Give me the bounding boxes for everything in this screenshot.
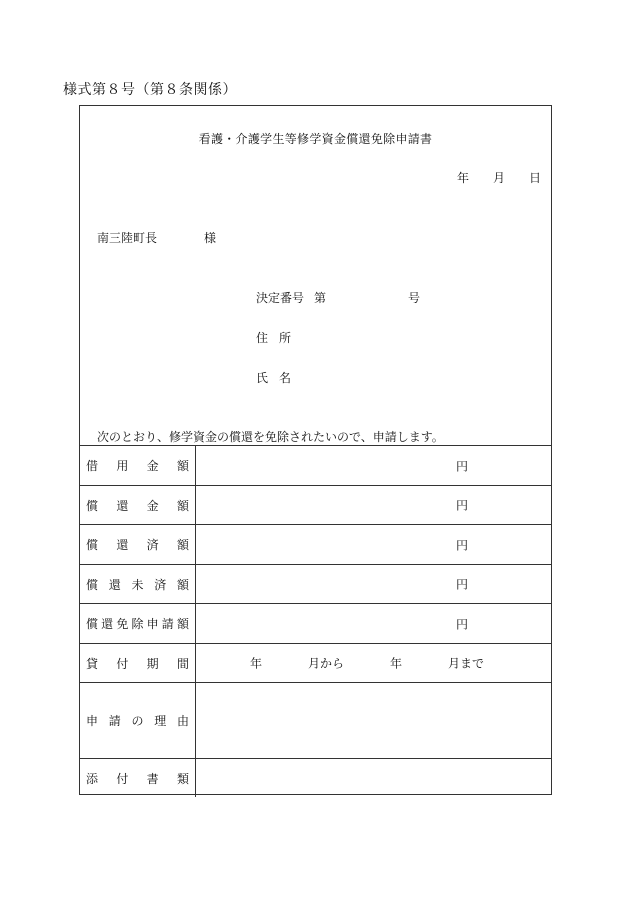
address-label-2: 所 bbox=[279, 331, 292, 345]
table-row bbox=[80, 446, 551, 486]
decision-number-label: 決定番号 bbox=[256, 291, 305, 305]
row-label-repayment-amount: 償 還 金 額 bbox=[80, 486, 196, 524]
table-row bbox=[80, 565, 551, 604]
row-label-unpaid-amount: 償 還 未 済 額 bbox=[80, 565, 196, 603]
period-year-to: 年 bbox=[390, 656, 403, 671]
form-title: 看護・介護学生等修学資金償還免除申請書 bbox=[198, 132, 433, 146]
details-table bbox=[80, 445, 551, 797]
decision-number-prefix: 第 bbox=[314, 291, 327, 305]
decision-number-suffix: 号 bbox=[408, 291, 421, 305]
table-row bbox=[80, 486, 551, 525]
address-label-1: 住 bbox=[256, 331, 269, 345]
row-label-attachments: 添 付 書 類 bbox=[80, 759, 196, 797]
addressee-honorific: 様 bbox=[204, 231, 217, 245]
unpaid-amount-field[interactable] bbox=[196, 565, 551, 603]
application-form bbox=[79, 105, 552, 795]
row-label-reason: 申 請 の 理 由 bbox=[80, 683, 196, 758]
table-row bbox=[80, 683, 551, 759]
yen-unit: 円 bbox=[456, 459, 469, 473]
attachments-field[interactable] bbox=[196, 759, 551, 797]
date-year-label: 年 bbox=[457, 171, 470, 185]
yen-unit: 円 bbox=[456, 577, 469, 592]
period-month-to: 月まで bbox=[448, 656, 485, 671]
loan-period-field[interactable] bbox=[196, 644, 551, 682]
row-label-loan-amount: 借 用 金 額 bbox=[80, 446, 196, 485]
loan-amount-field[interactable] bbox=[196, 446, 551, 485]
name-label-1: 氏 bbox=[256, 371, 269, 385]
table-row bbox=[80, 644, 551, 683]
application-statement: 次のとおり、修学資金の償還を免除されたいので、申請します。 bbox=[97, 430, 444, 444]
yen-unit: 円 bbox=[456, 538, 469, 552]
repaid-amount-field[interactable] bbox=[196, 525, 551, 564]
yen-unit: 円 bbox=[456, 617, 469, 631]
reason-field[interactable] bbox=[196, 683, 551, 758]
form-number-label: 様式第８号（第８条関係） bbox=[63, 82, 237, 98]
table-row bbox=[80, 525, 551, 565]
table-row bbox=[80, 759, 551, 797]
row-label-exemption-amount: 償 還 免 除 申 請 額 bbox=[80, 604, 196, 643]
date-day-label: 日 bbox=[529, 171, 542, 185]
date-month-label: 月 bbox=[493, 171, 506, 185]
exemption-amount-field[interactable] bbox=[196, 604, 551, 643]
yen-unit: 円 bbox=[456, 498, 469, 513]
name-label-2: 名 bbox=[279, 371, 292, 385]
row-label-loan-period: 貸 付 期 間 bbox=[80, 644, 196, 682]
row-label-repaid-amount: 償 還 済 額 bbox=[80, 525, 196, 564]
addressee-name: 南三陸町長 bbox=[97, 231, 158, 245]
table-row bbox=[80, 604, 551, 644]
period-month-from: 月から bbox=[308, 656, 345, 671]
period-year-from: 年 bbox=[250, 656, 263, 671]
repayment-amount-field[interactable] bbox=[196, 486, 551, 524]
